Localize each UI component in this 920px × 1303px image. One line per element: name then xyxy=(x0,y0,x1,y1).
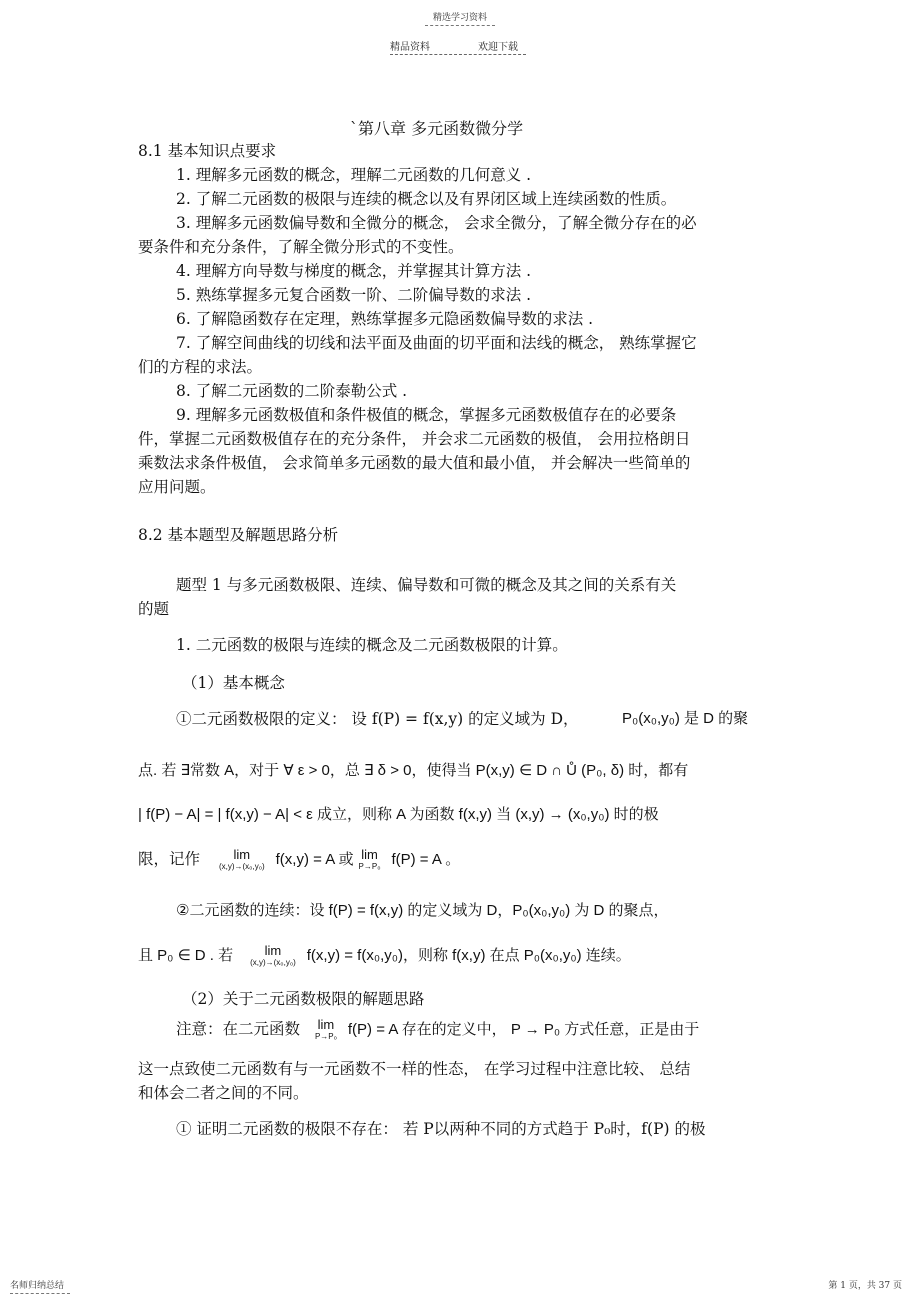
footer-left-text: 名师归纳总结 xyxy=(10,1281,65,1291)
proof-method-1: ① 证明二元函数的极限不存在： 若 P以两种不同的方式趋于 P₀时，f(P) 的极 xyxy=(176,1120,706,1138)
note-prefix: 注意：在二元函数 xyxy=(176,1020,301,1038)
limit-def-line-3: | f(P) − A| = | f(x,y) − A| < ε 成立，则称 A 为函数 f(x,y) 当 (x,y) → (x₀,y₀) 时的极 xyxy=(138,806,659,823)
section-82-heading: 8.2 基本题型及解题思路分析 xyxy=(138,526,339,544)
note-line-1 xyxy=(176,1018,699,1042)
limit-notation-expr: f(x,y) = A 或 xyxy=(275,851,354,868)
limit-notation-expr-2: f(P) = A 。 xyxy=(391,851,461,868)
note-expr: f(P) = A 存在的定义中， P → P₀ 方式任意，正是由于 xyxy=(347,1021,700,1038)
header-sub xyxy=(390,38,566,53)
lim-word-2: lim xyxy=(361,847,378,862)
header-sub-divider xyxy=(390,54,526,55)
lim-word: lim xyxy=(233,847,251,862)
req-item-7: 7. 了解空间曲线的切线和法平面及曲面的切平面和法线的概念， 熟练掌握它 xyxy=(176,334,697,352)
req-item-2: 2. 了解二元函数的极限与连续的概念以及有界闭区域上连续函数的性质。 xyxy=(176,190,677,208)
req-item-9-cont-2: 乘数法求条件极值， 会求简单多元函数的最大值和最小值， 并会解决一些简单的 xyxy=(138,454,691,472)
note-line-3: 和体会二者之间的不同。 xyxy=(138,1084,309,1102)
req-item-8: 8. 了解二元函数的二阶泰勒公式 . xyxy=(176,382,408,400)
continuity-prefix: 且 P₀ ∈ D . 若 xyxy=(138,947,234,964)
continuity-def-line-1: ②二元函数的连续：设 f(P) = f(x,y) 的定义域为 D，P₀(x₀,y₀) 为 D 的聚点， xyxy=(176,902,669,919)
continuity-def-line-2 xyxy=(138,944,631,968)
type1-line-1: 题型 1 与多元函数极限、连续、偏导数和可微的概念及其之间的关系有关 xyxy=(176,576,677,594)
chapter-title: `第八章 多元函数微分学 xyxy=(350,119,524,138)
lim-operator-cont xyxy=(250,944,296,968)
subsection-basic-concepts: （1）基本概念 xyxy=(182,674,285,692)
limit-def-line-1b: P₀(x₀,y₀) 是 D 的聚 xyxy=(622,710,749,727)
lim-operator-xy xyxy=(219,848,265,872)
req-item-3-cont: 要条件和充分条件，了解全微分形式的不变性。 xyxy=(138,238,464,256)
footer-left xyxy=(10,1278,70,1294)
type1-line-2: 的题 xyxy=(138,600,170,618)
req-item-7-cont: 们的方程的求法。 xyxy=(138,358,263,376)
lim-subscript-p-2: P→P₀ xyxy=(314,1032,337,1041)
req-item-9-cont-3: 应用问题。 xyxy=(138,478,216,496)
header-top-text: 精选学习资料 xyxy=(432,13,487,23)
lim-word-3: lim xyxy=(264,943,282,958)
limit-def-line-2: 点. 若 ∃常数 A，对于 ∀ ε > 0，总 ∃ δ > 0，使得当 P(x,y) ∈ D ∩ Ů (P₀, δ) 时，都有 xyxy=(138,762,689,779)
req-item-6: 6. 了解隐函数存在定理，熟练掌握多元隐函数偏导数的求法 . xyxy=(176,310,594,328)
req-item-1: 1. 理解多元函数的概念，理解二元函数的几何意义 . xyxy=(176,166,532,184)
header-top-divider xyxy=(425,25,495,26)
header-top-label xyxy=(0,10,920,26)
limit-notation-prefix: 限，记作 xyxy=(138,850,201,868)
req-item-5: 5. 熟练掌握多元复合函数一阶、二阶偏导数的求法 . xyxy=(176,286,532,304)
footer-left-divider xyxy=(10,1293,70,1294)
lim-subscript-xy: (x,y)→(x₀,y₀) xyxy=(218,862,265,871)
limit-def-line-1a: ①二元函数极限的定义： 设 f(P) = f(x,y) 的定义域为 D， xyxy=(176,710,579,728)
lim-subscript-p: P→P₀ xyxy=(358,862,381,871)
section-81-heading: 8.1 基本知识点要求 xyxy=(138,142,277,160)
lim-word-4: lim xyxy=(317,1017,335,1032)
req-item-9: 9. 理解多元函数极值和条件极值的概念，掌握多元函数极值存在的必要条 xyxy=(176,406,677,424)
subsection-limit-approach: （2）关于二元函数极限的解题思路 xyxy=(182,990,425,1008)
header-left-label: 精品资料 xyxy=(390,42,430,53)
header-right-label: 欢迎下载 xyxy=(478,42,518,53)
lim-operator-note xyxy=(315,1018,337,1042)
req-item-4: 4. 理解方向导数与梯度的概念，并掌握其计算方法 . xyxy=(176,262,532,280)
page-number: 第 1 页，共 37 页 xyxy=(828,1281,902,1291)
point-1: 1. 二元函数的极限与连续的概念及二元函数极限的计算。 xyxy=(176,636,568,654)
note-line-2: 这一点致使二元函数有与一元函数不一样的性态， 在学习过程中注意比较、 总结 xyxy=(138,1060,691,1078)
req-item-9-cont-1: 件，掌握二元函数极值存在的充分条件， 并会求二元函数的极值， 会用拉格朗日 xyxy=(138,430,691,448)
req-item-3: 3. 理解多元函数偏导数和全微分的概念， 会求全微分，了解全微分存在的必 xyxy=(176,214,697,232)
lim-subscript-xy-2: (x,y)→(x₀,y₀) xyxy=(250,958,296,967)
continuity-expr: f(x,y) = f(x₀,y₀)，则称 f(x,y) 在点 P₀(x₀,y₀) 连续。 xyxy=(306,947,631,964)
limit-notation-line xyxy=(138,848,460,872)
lim-operator-p xyxy=(359,848,381,872)
